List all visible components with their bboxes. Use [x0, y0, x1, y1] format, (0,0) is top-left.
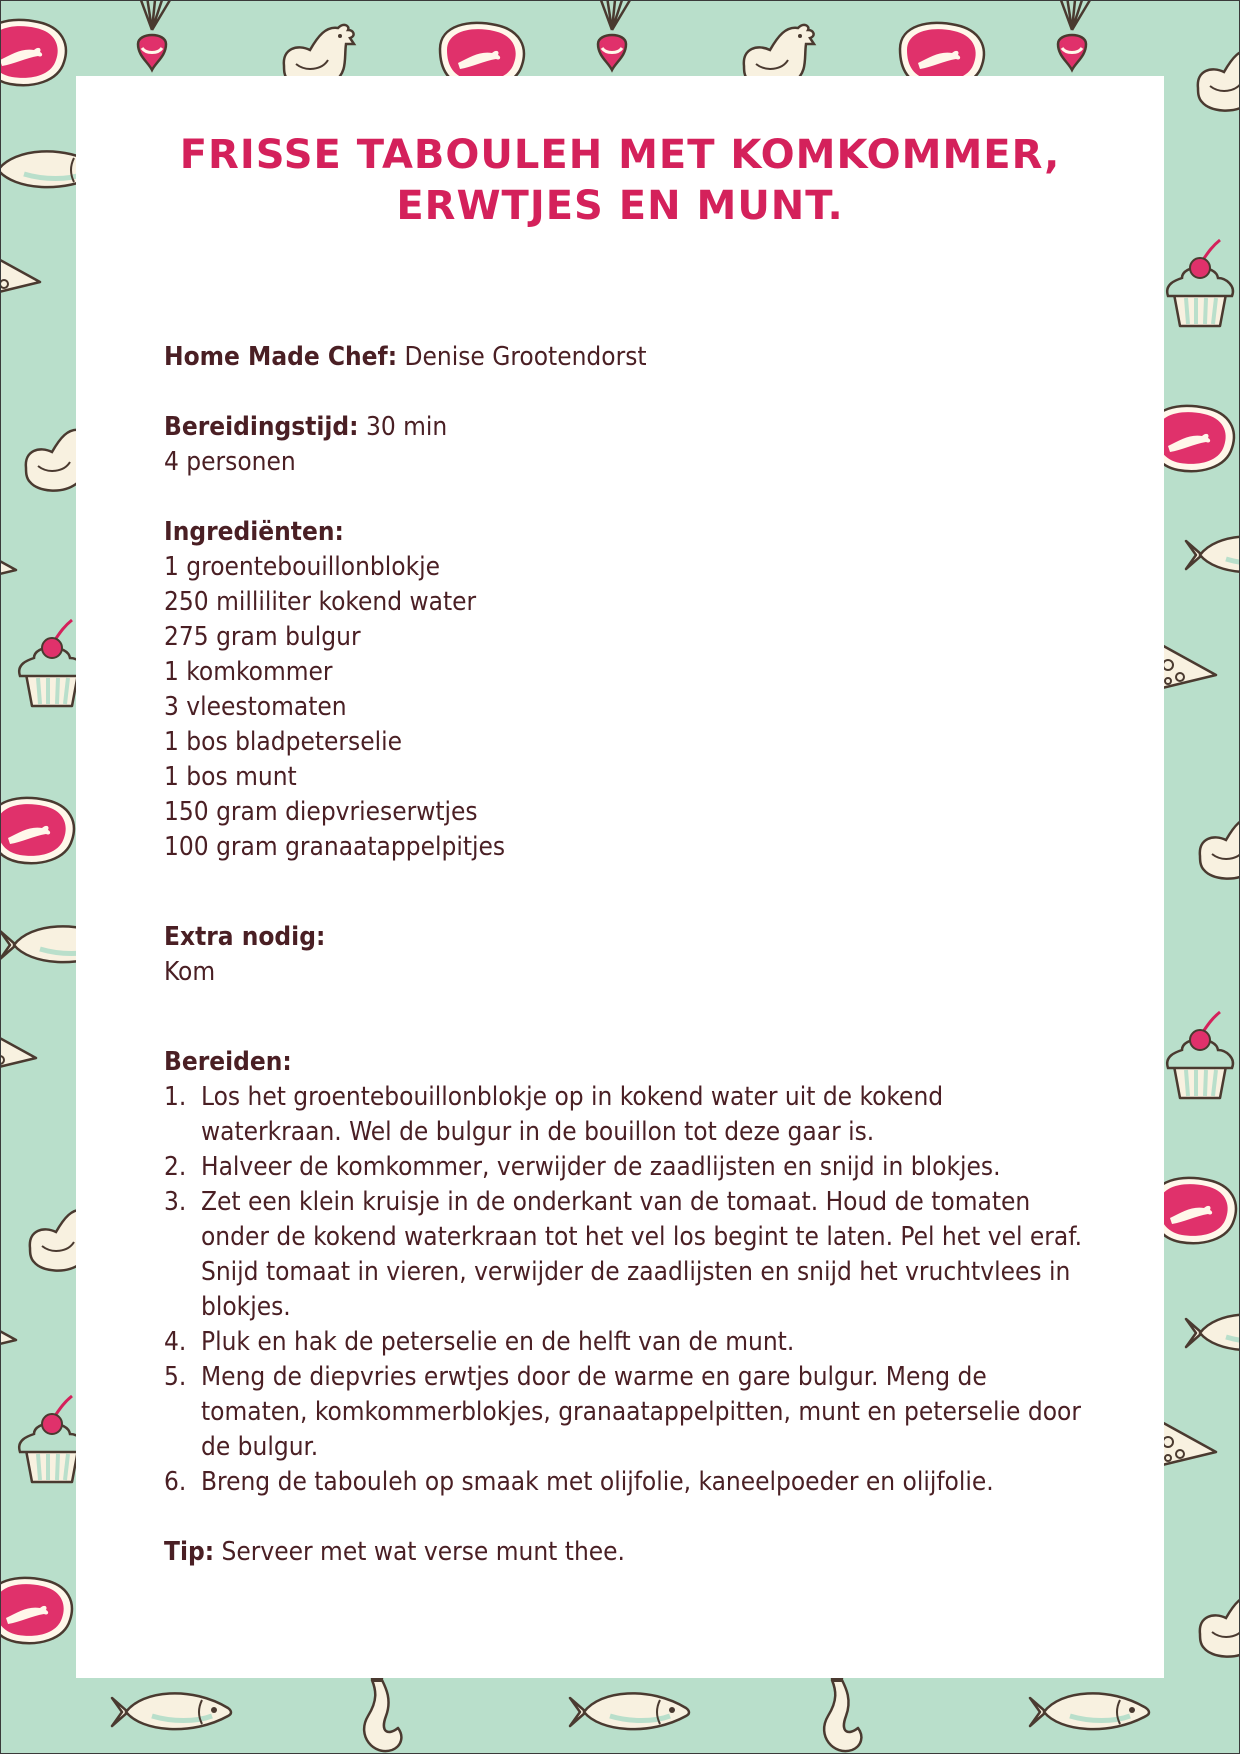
steps-heading: Bereiden:: [164, 1047, 292, 1077]
step-text: Pluk en hak de peterselie en de helft van de munt.: [201, 1327, 795, 1357]
step-item: [164, 1185, 1084, 1325]
extra-item: Kom: [164, 957, 216, 987]
extra-heading: Extra nodig:: [164, 922, 326, 952]
servings: 4 personen: [164, 447, 296, 477]
chef-name: Denise Grootendorst: [404, 342, 647, 372]
title-line-1: FRISSE TABOULEH MET KOMKOMMER,: [179, 132, 1061, 178]
ingredient-item: 1 bos munt: [164, 762, 297, 792]
step-item: [164, 1150, 1084, 1185]
ingredient-item: 1 bos bladpeterselie: [164, 727, 403, 757]
chef-label: Home Made Chef:: [164, 342, 398, 372]
ingredient-item: 100 gram granaatappelpitjes: [164, 832, 506, 862]
ingredient-item: 250 milliliter kokend water: [164, 587, 477, 617]
step-number: 2.: [164, 1152, 187, 1182]
step-number: 1.: [164, 1082, 187, 1112]
step-number: 5.: [164, 1362, 187, 1392]
step-item: [164, 1360, 1084, 1465]
ingredient-item: 1 komkommer: [164, 657, 333, 687]
title-line-2: ERWTJES EN MUNT.: [396, 183, 844, 229]
ingredient-item: 3 vleestomaten: [164, 692, 347, 722]
prep-time-value: 30 min: [365, 412, 448, 442]
tip-line: [164, 1535, 1084, 1570]
chef-line: [164, 340, 1084, 375]
tip-text: Serveer met wat verse munt thee.: [221, 1537, 625, 1567]
step-number: 4.: [164, 1327, 187, 1357]
step-number: 6.: [164, 1467, 187, 1497]
step-item: [164, 1465, 1084, 1500]
prep-time-label: Bereidingstijd:: [164, 412, 359, 442]
step-item: [164, 1325, 1084, 1360]
recipe-title: [0, 130, 1240, 232]
ingredients-heading: Ingrediënten:: [164, 517, 344, 547]
prep-time-line: [164, 410, 1084, 445]
step-text: Zet een klein kruisje in de onderkant van de tomaat. Houd de tomaten onder de kokend waterkraan tot het vel los begint te laten. Pel het vel eraf. Snijd tomaat in vieren, verwijder de zaadlijsten en snijd het vruchtvlees in blokjes.: [201, 1187, 1083, 1322]
ingredient-item: 150 gram diepvrieserwtjes: [164, 797, 478, 827]
step-item: [164, 1080, 1084, 1150]
recipe-content: [164, 340, 1084, 1570]
step-text: Halveer de komkommer, verwijder de zaadlijsten en snijd in blokjes.: [201, 1152, 1001, 1182]
ingredient-item: 275 gram bulgur: [164, 622, 361, 652]
step-text: Meng de diepvries erwtjes door de warme en gare bulgur. Meng de tomaten, komkommerblokjes, granaatappelpitten, munt en peterselie door de bulgur.: [201, 1362, 1081, 1462]
tip-label: Tip:: [164, 1537, 215, 1567]
ingredient-item: 1 groentebouillonblokje: [164, 552, 441, 582]
step-text: Breng de tabouleh op smaak met olijfolie, kaneelpoeder en olijfolie.: [201, 1467, 994, 1497]
steps-list: [164, 1080, 1084, 1500]
step-text: Los het groentebouillonblokje op in kokend water uit de kokend waterkraan. Wel de bulgur in de bouillon tot deze gaar is.: [201, 1082, 944, 1147]
step-number: 3.: [164, 1187, 187, 1217]
